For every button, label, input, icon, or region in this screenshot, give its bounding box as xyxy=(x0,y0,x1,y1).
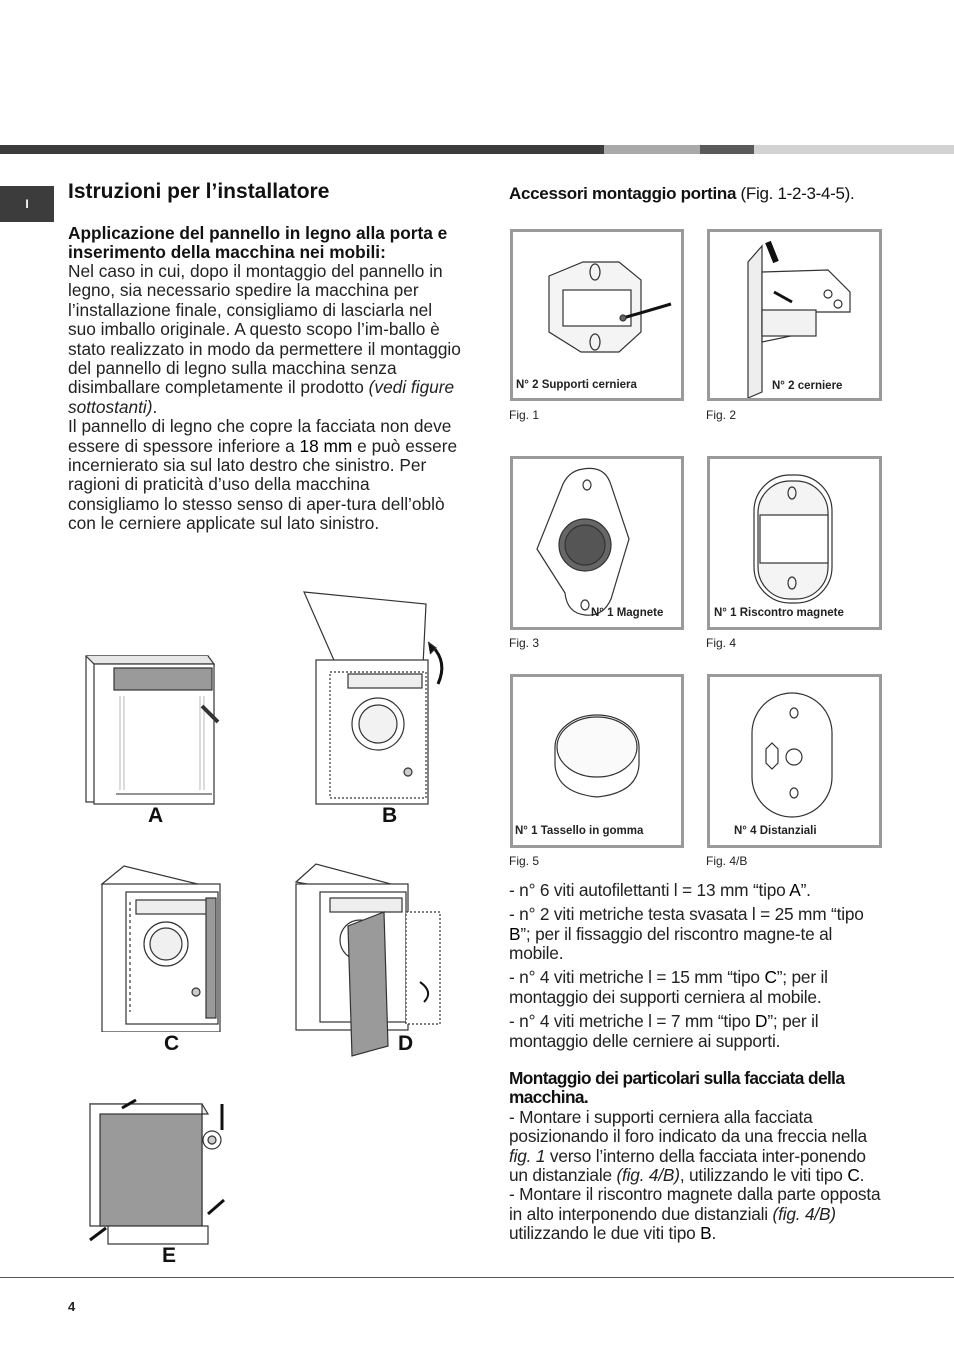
figure-4-label: N° 1 Riscontro magnete xyxy=(714,607,844,619)
label-a: A xyxy=(148,804,164,827)
rubber-plug-icon xyxy=(513,677,681,845)
figure-2-label: N° 2 cerniere xyxy=(772,380,843,392)
top-bar-dark-2 xyxy=(700,145,754,154)
label-b: B xyxy=(382,804,398,827)
figure-4-number: Fig. 4 xyxy=(706,636,737,650)
page-title: Istruzioni per l’installatore xyxy=(68,180,330,203)
list-item: - n° 6 viti autofilettanti l = 13 mm “tipo A”. xyxy=(509,880,811,900)
figure-2 xyxy=(707,229,882,401)
figure-4b-number: Fig. 4/B xyxy=(706,854,748,868)
magnet-counterplate-icon xyxy=(710,459,880,627)
page-number: 4 xyxy=(68,1299,76,1314)
screws-list xyxy=(509,881,884,1056)
top-bar-dark xyxy=(0,145,604,154)
mounting-subtitle: Montaggio dei particolari sulla facciata della macchina. xyxy=(509,1068,845,1108)
left-text-column xyxy=(68,224,463,534)
label-c: C xyxy=(164,1032,180,1055)
figure-5-number: Fig. 5 xyxy=(509,854,540,868)
figure-2-number: Fig. 2 xyxy=(706,408,737,422)
label-e: E xyxy=(162,1244,177,1267)
top-bar-mid xyxy=(604,145,700,154)
figure-5 xyxy=(510,674,684,848)
list-item: - n° 2 viti metriche testa svasata l = 25 mm “tipo B”; per il fissaggio del riscontro magne-te al mobile. xyxy=(509,904,864,964)
paragraph-1: Nel caso in cui, dopo il montaggio del pannello in legno, sia necessario spedire la macchina per l’installazione finale, consigliamo di lasciarla nel suo imballo originale. A questo scopo l’im-ballo è stato realizzato in modo da permettere il montaggio del pannello di legno sulla macchina senza disimballare completamente il prodotto (vedi figure sottostanti). xyxy=(68,261,461,417)
spacer-icon xyxy=(710,677,880,845)
top-bar-light xyxy=(754,145,954,154)
accessories-heading: Accessori montaggio portina (Fig. 1-2-3-4-5). xyxy=(509,184,855,203)
label-d: D xyxy=(398,1032,414,1055)
illustration-d xyxy=(292,858,452,1058)
figure-1-number: Fig. 1 xyxy=(509,408,540,422)
figure-1-label: N° 2 Supporti cerniera xyxy=(516,379,637,391)
illustration-c xyxy=(96,862,236,1032)
hinge-icon xyxy=(710,232,880,398)
mounting-paragraph-1: - Montare i supporti cerniera alla facciata posizionando il foro indicato da una freccia nella fig. 1 verso l’interno della facciata inter-ponendo un distanziale (fig. 4/B), utilizzando le viti tipo C. xyxy=(509,1106,867,1186)
figure-3-number: Fig. 3 xyxy=(509,636,540,650)
mounting-section xyxy=(509,1069,884,1244)
magnet-icon xyxy=(513,459,681,627)
figure-4b-label: N° 4 Distanziali xyxy=(734,825,817,837)
illustration-b xyxy=(300,588,450,813)
figure-4 xyxy=(707,456,882,630)
illustration-a xyxy=(80,650,230,810)
footer-rule xyxy=(0,1277,954,1278)
paragraph-2: Il pannello di legno che copre la facciata non deve essere di spessore inferiore a 18 mm e può essere incernierato sia sul lato destro che sinistro. Per ragioni di praticità d’uso della macchina consigliamo lo stesso senso di aper-tura dell’oblò con le cerniere applicate sul lato sinistro. xyxy=(68,416,458,534)
list-item: - n° 4 viti metriche l = 7 mm “tipo D”; per il montaggio delle cerniere ai supporti. xyxy=(509,1011,819,1051)
mounting-paragraph-2: - Montare il riscontro magnete dalla parte opposta in alto interponendo due distanziali (fig. 4/B) utilizzando le due viti tipo B. xyxy=(509,1184,881,1244)
section-subtitle: Applicazione del pannello in legno alla porta e inserimento della macchina nei mobili: xyxy=(68,223,448,262)
figure-5-label: N° 1 Tassello in gomma xyxy=(515,825,644,837)
language-tab: I xyxy=(0,186,54,222)
figure-1 xyxy=(510,229,684,401)
figure-3-label: N° 1 Magnete xyxy=(591,607,664,619)
figure-3 xyxy=(510,456,684,630)
list-item: - n° 4 viti metriche l = 15 mm “tipo C”; per il montaggio dei supporti cerniera al mobile. xyxy=(509,967,828,1007)
hinge-support-icon xyxy=(513,232,681,398)
figure-4b xyxy=(707,674,882,848)
illustration-e xyxy=(84,1096,234,1251)
